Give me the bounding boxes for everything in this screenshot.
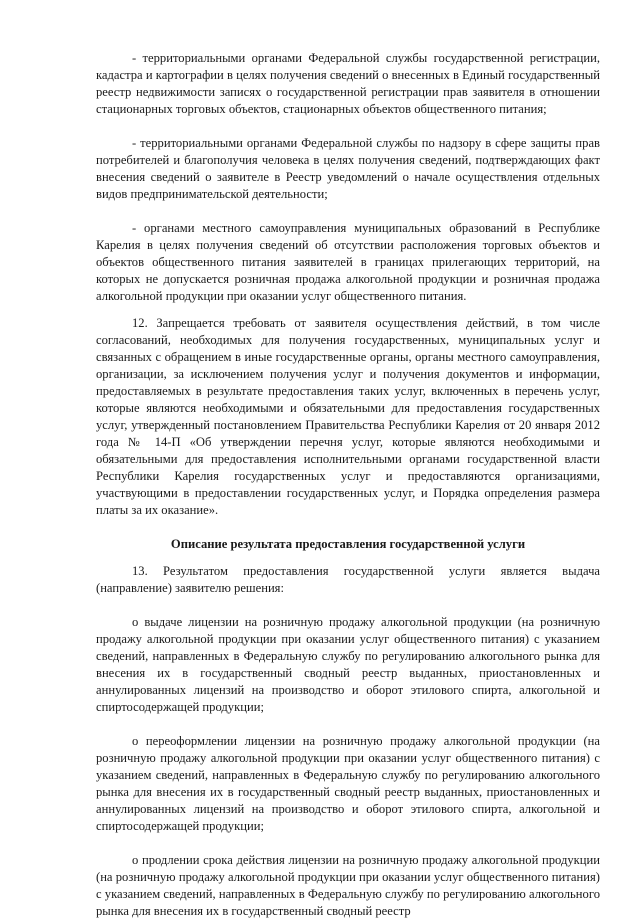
paragraph-license-extension: о продлении срока действия лицензии на розничную продажу алкогольной продукции (на розничную продажу алкогольной продукции при оказании услуг общественного питания) с указанием сведений, направленных в Федеральную службу по регулированию алкогольного рынка для внесения их в государственный сводный реестр <box>96 853 600 918</box>
paragraph-license-reissue: о переоформлении лицензии на розничную продажу алкогольной продукции (на розничную продажу алкогольной продукции при оказании услуг общественного питания) с указанием сведений, направленных в Федеральную службу по регулированию алкогольного рынка для внесения их в государственный сводный реестр выданных, приостановленных и аннулированных лицензий на производство и оборот этилового спирта, алкогольной и спиртосодержащей продукции; <box>96 734 600 833</box>
paragraph-item-12: 12. Запрещается требовать от заявителя осуществления действий, в том числе согласований, необходимых для получения государственных, муниципальных услуг и связанных с обращением в иные государственные органы, органы местного самоуправления, организации, за исключением получения услуг и получения документов и информации, предоставляемых в результате предоставления таких услуг, включенных в перечень услуг, которые являются необходимыми и обязательными для предоставления государственных услуг, утвержденный постановлением Правительства Республики Карелия от 20 января 2012 года № 14-П «Об утверждении перечня услуг, которые являются необходимыми и обязательными для предоставления исполнительными органами государственной власти Республики Карелия государственных услуг и предоставляются организациями, участвующими в предоставлении государственных услуг, и Порядка определения размера платы за их оказание». <box>96 316 600 517</box>
paragraph-item-13: 13. Результатом предоставления государственной услуги является выдача (направление) заявителю решения: <box>96 564 600 595</box>
paragraph-license-issue: о выдаче лицензии на розничную продажу алкогольной продукции (на розничную продажу алкогольной продукции при оказании услуг общественного питания) с указанием сведений, направленных в Федеральную службу по регулированию алкогольного рынка для внесения их в государственный сводный реестр выданных, приостановленных и аннулированных лицензий на производство и оборот этилового спирта, алкогольной и спиртосодержащей продукции; <box>96 615 600 714</box>
paragraph-registration-authorities: - территориальными органами Федеральной службы государственной регистрации, кадастра и картографии в целях получения сведений о внесенных в Единый государственный реестр недвижимости записях о государственной регистрации прав заявителя в отношении стационарных торговых объектов, стационарных объектов общественного питания; <box>96 51 600 116</box>
paragraph-consumer-protection-authorities: - территориальными органами Федеральной службы по надзору в сфере защиты прав потребителей и благополучия человека в целях получения сведений, подтверждающих факт внесения сведений о заявителе в Реестр уведомлений о начале осуществления отдельных видов предпринимательской деятельности; <box>96 136 600 201</box>
section-heading: Описание результата предоставления государственной услуги <box>170 537 526 551</box>
paragraph-local-government-bodies: - органами местного самоуправления муниципальных образований в Республике Карелия в целях получения сведений об отсутствии расположения торговых объектов и объектов общественного питания заявителей в границах прилегающих территорий, на которых не допускается розничная продажа алкогольной продукции и розничная продажа алкогольной продукции при оказании услуг общественного питания. <box>96 221 600 303</box>
